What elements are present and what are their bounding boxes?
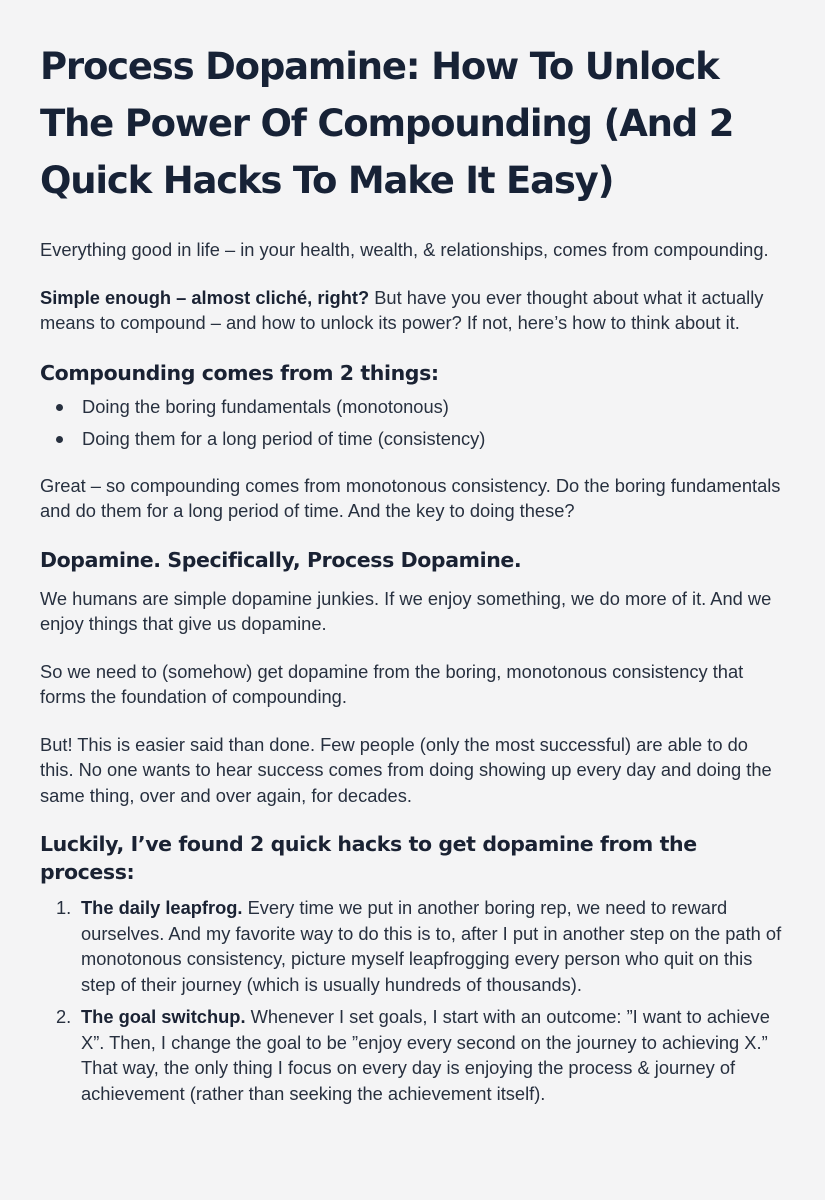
list-item	[56, 1004, 785, 1106]
compounding-heading: Compounding comes from 2 things:	[40, 360, 439, 385]
hacks-list	[40, 895, 785, 1106]
cliche-paragraph	[40, 285, 785, 336]
intro-paragraph: Everything good in life – in your health, wealth, & relationships, comes from compounding.	[40, 239, 769, 260]
dopamine-paragraph: But! This is easier said than done. Few people (only the most successful) are able to do this. No one wants to hear success comes from doing showing up every day and doing the same thing, over and over again, for decades.	[40, 733, 772, 806]
list-number: 2.	[56, 1006, 72, 1027]
list-item	[82, 423, 785, 455]
hack-text: Whenever I set goals, I start with an outcome: ”I want to achieve X”. Then, I change the goal to be ”enjoy every second on the journey to achieving X.” That way, the only thing I focus on every day is enjoying the process & journey of achievement (rather than seeking the achievement itself).	[81, 1006, 770, 1104]
cliche-lead: Simple enough – almost cliché, right?	[40, 286, 370, 308]
compounding-summary: Great – so compounding comes from monotonous consistency. Do the boring fundamentals and do them for a long period of time. And the key to doing these?	[40, 474, 781, 521]
hack-title: The goal switchup.	[81, 1006, 246, 1027]
hacks-heading: Luckily, I’ve found 2 quick hacks to get dopamine from the process:	[40, 832, 697, 884]
hack-title: The daily leapfrog.	[81, 897, 243, 918]
cliche-text: But have you ever thought about what it actually means to compound – and how to unlock its power? If not, here’s how to think about it.	[40, 286, 764, 333]
dopamine-paragraph: So we need to (somehow) get dopamine from the boring, monotonous consistency that forms the foundation of compounding.	[40, 660, 744, 707]
bullet-dot-icon	[56, 404, 63, 411]
bullet-dot-icon	[56, 436, 63, 443]
article-title: Process Dopamine: How To Unlock The Power Of Compounding (And 2 Quick Hacks To Make It Easy)	[40, 45, 734, 202]
list-item	[82, 391, 785, 423]
compounding-list	[40, 391, 785, 455]
dopamine-heading: Dopamine. Specifically, Process Dopamine.	[40, 547, 522, 572]
list-item	[56, 895, 785, 997]
list-number: 1.	[56, 897, 72, 918]
hack-text: Every time we put in another boring rep, we need to reward ourselves. And my favorite way to do this is to, after I put in another step on the path of monotonous consistency, picture myself leapfrogging every person who quit on this step of their journey (which is usually hundreds of thousands).	[81, 897, 782, 995]
dopamine-paragraph: We humans are simple dopamine junkies. If we enjoy something, we do more of it. And we enjoy things that give us dopamine.	[40, 587, 772, 634]
list-item-text: Doing the boring fundamentals (monotonous)	[82, 395, 449, 417]
list-item-text: Doing them for a long period of time (consistency)	[82, 427, 486, 449]
